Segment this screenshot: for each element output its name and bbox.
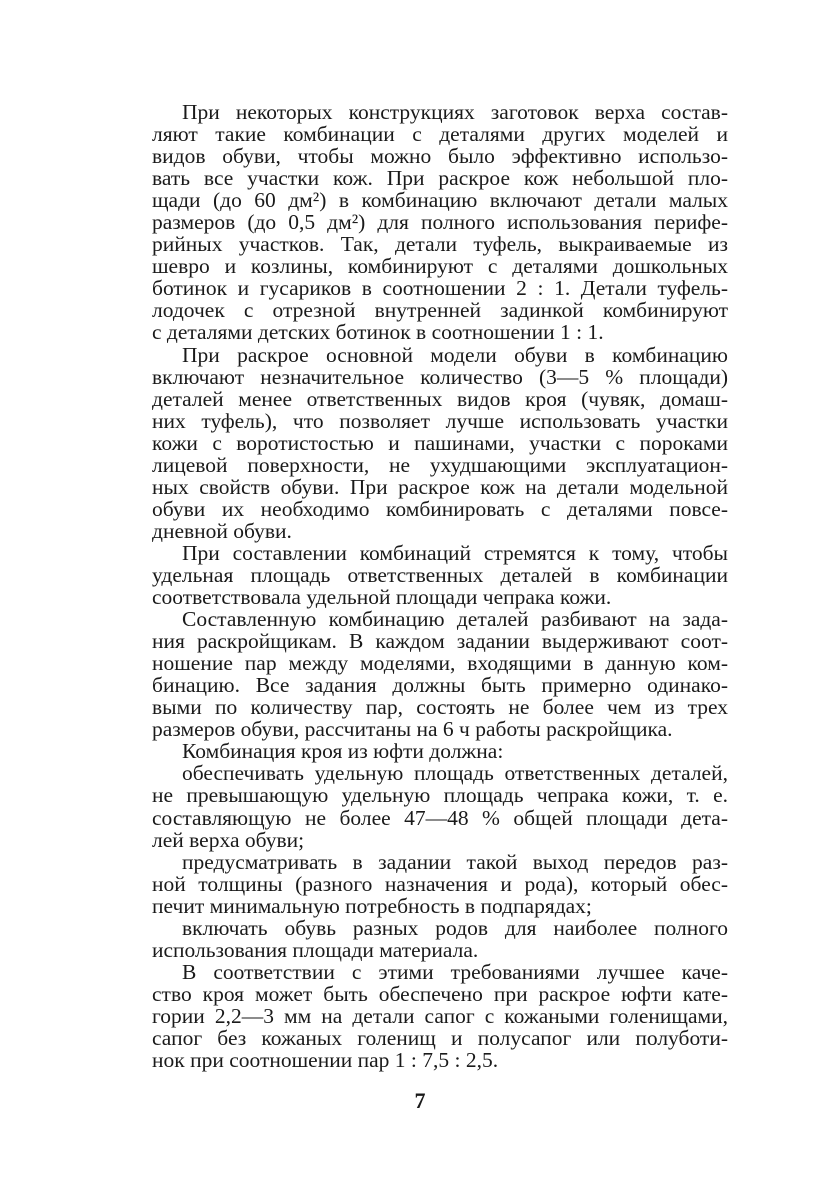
text-line: ношение пар между моделями, входящими в данную ком- [152, 651, 728, 676]
body-text [152, 101, 728, 1071]
paragraph [152, 608, 728, 740]
text-line: лодочек с отрезной внутренней задинкой комбинируют [152, 298, 728, 323]
text-line: печит минимальную потребность в подпарядах; [152, 893, 592, 918]
text-line: обуви их необходимо комбинировать с деталями повсе- [152, 496, 728, 521]
text-line: При некоторых конструкциях заготовок верха состав- [182, 100, 728, 124]
page-number: 7 [414, 1088, 426, 1113]
text-line: Составленную комбинацию деталей разбивают на зада- [182, 607, 728, 632]
text-line: предусматривать в задании такой выход передов раз- [182, 849, 728, 874]
text-line: использования площади материала. [152, 937, 479, 962]
text-line: сапог без кожаных голенищ и полусапог или полуботи- [152, 1025, 728, 1050]
text-line: соответствовала удельной площади чепрака кожи. [152, 585, 612, 610]
paragraph [152, 740, 728, 762]
paragraph [152, 542, 728, 608]
text-line: с деталями детских ботинок в соотношении 1 : 1. [152, 320, 604, 345]
text-line: них туфель), что позволяет лучше использовать участки [152, 408, 728, 433]
text-line: лицевой поверхности, не ухудшающими эксплуатацион- [152, 452, 728, 477]
text-line: бинацию. Все задания должны быть примерно одинако- [152, 673, 728, 698]
text-line: обеспечивать удельную площадь ответственных деталей, [182, 761, 728, 786]
text-line: составляющую не более 47—48 % общей площади дета- [152, 805, 728, 830]
text-line: Комбинация кроя из юфти должна: [182, 739, 504, 764]
text-line: рийных участков. Так, детали туфель, выкраиваемые из [152, 232, 728, 257]
paragraph [152, 101, 728, 344]
text-line: шевро и козлины, комбинируют с деталями дошкольных [152, 254, 728, 279]
paragraph [152, 851, 728, 917]
text-line: ной толщины (разного назначения и рода), который обес- [152, 871, 728, 896]
text-line: размеров (до 0,5 дм²) для полного использования перифе- [152, 210, 728, 235]
text-line: ния раскройщикам. В каждом задании выдерживают соот- [152, 629, 728, 654]
text-line: размеров обуви, рассчитаны на 6 ч работы раскройщика. [152, 717, 673, 742]
text-line: кожи с воротистостью и пашинами, участки с пороками [152, 430, 728, 455]
text-line: удельная площадь ответственных деталей в комбинации [152, 562, 728, 587]
text-line: выми по количеству пар, состоять не более чем из трех [152, 695, 728, 720]
text-line: При раскрое основной модели обуви в комбинацию [182, 342, 728, 367]
text-line: видов обуви, чтобы можно было эффективно использо- [152, 144, 728, 169]
text-line: ляют такие комбинации с деталями других моделей и [152, 122, 728, 147]
text-line: лей верха обуви; [152, 827, 305, 852]
text-line: В соответствии с этими требованиями лучшее каче- [182, 959, 728, 984]
text-line: щади (до 60 дм²) в комбинацию включают детали малых [152, 188, 728, 213]
text-line: не превышающую удельную площадь чепрака кожи, т. е. [152, 783, 728, 808]
text-line: вать все участки кож. При раскрое кож небольшой пло- [152, 166, 728, 191]
text-line: включают незначительное количество (3—5 % площади) [152, 364, 728, 389]
text-line: включать обувь разных родов для наиболее полного [182, 915, 728, 940]
text-line: деталей менее ответственных видов кроя (чувяк, домаш- [152, 386, 728, 411]
text-line: нок при соотношении пар 1 : 7,5 : 2,5. [152, 1048, 499, 1073]
text-line: ных свойств обуви. При раскрое кож на детали модельной [152, 474, 728, 499]
text-line: ство кроя может быть обеспечено при раскрое юфти кате- [152, 981, 728, 1006]
paragraph [152, 762, 728, 850]
paragraph [152, 344, 728, 542]
text-line: гории 2,2—3 мм на детали сапог с кожаными голенищами, [152, 1003, 728, 1028]
text-line: дневной обуви. [152, 518, 292, 543]
text-line: При составлении комбинаций стремятся к тому, чтобы [182, 540, 728, 565]
paragraph [152, 917, 728, 961]
paragraph [152, 961, 728, 1071]
text-line: ботинок и гусариков в соотношении 2 : 1. Детали туфель- [152, 276, 728, 301]
